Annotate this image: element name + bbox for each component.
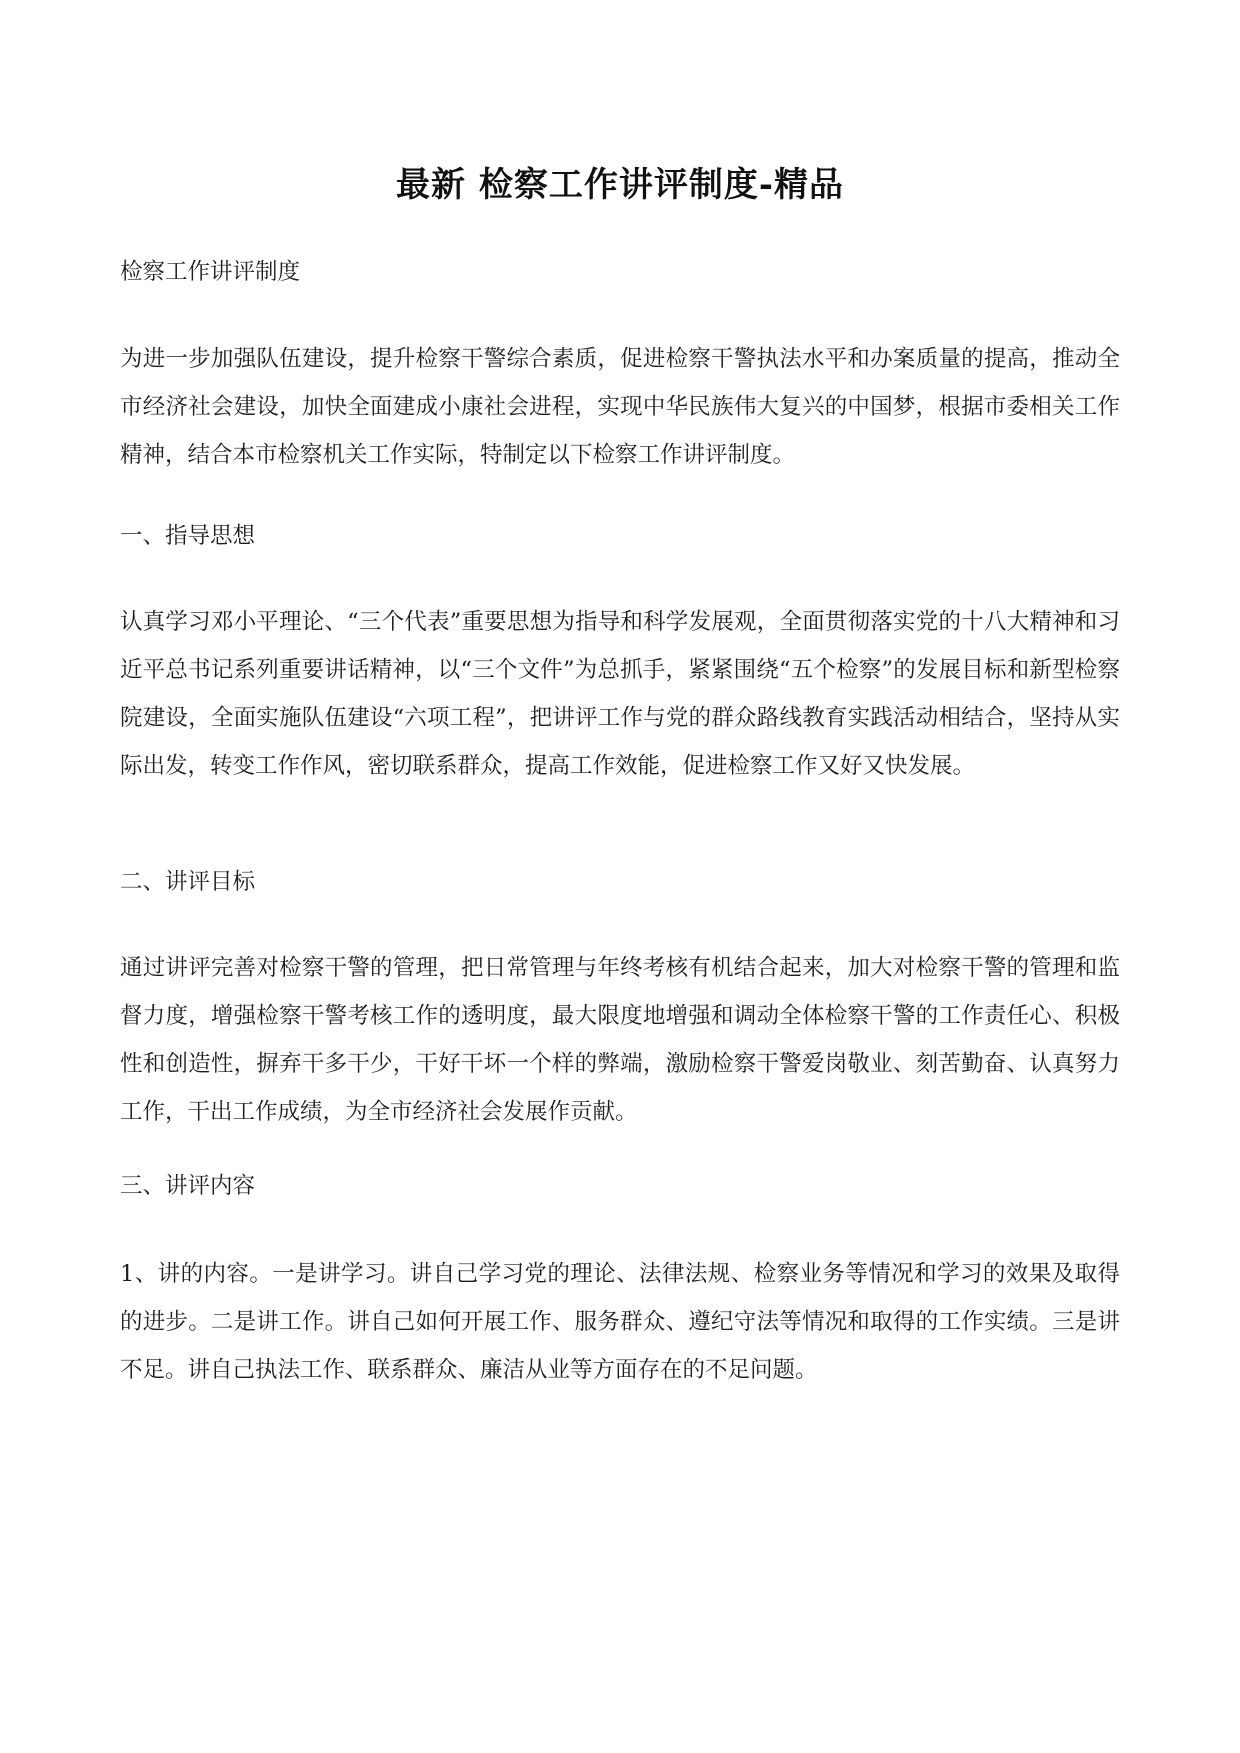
section-heading-guiding-ideology: 一、指导思想 [120,523,256,549]
section-heading-review-content: 三、讲评内容 [120,1173,256,1199]
intro-paragraph: 为进一步加强队伍建设，提升检察干警综合素质，促进检察干警执法水平和办案质量的提高，推动全市经济社会建设，加快全面建成小康社会进程，实现中华民族伟大复兴的中国梦，根据市委相关工作精神，结合本市检察机关工作实际，特制定以下检察工作讲评制度。 [120,346,1120,468]
section-body-guiding-ideology: 认真学习邓小平理论、“三个代表”重要思想为指导和科学发展观，全面贯彻落实党的十八大精神和习近平总书记系列重要讲话精神，以“三个文件”为总抓手，紧紧围绕“五个检察”的发展目标和新型检察院建设，全面实施队伍建设“六项工程”，把讲评工作与党的群众路线教育实践活动相结合，坚持从实际出发，转变工作作风，密切联系群众，提高工作效能，促进检察工作又好又快发展。 [120,609,1120,779]
document-title: 最新 检察工作讲评制度-精品 [396,165,844,205]
section-heading-review-goals: 二、讲评目标 [120,869,256,895]
section-body-review-content: 1、讲的内容。一是讲学习。讲自己学习党的理论、法律法规、检察业务等情况和学习的效果及取得的进步。二是讲工作。讲自己如何开展工作、服务群众、遵纪守法等情况和取得的工作实绩。三是讲不足。讲自己执法工作、联系群众、廉洁从业等方面存在的不足问题。 [120,1261,1120,1383]
document-subtitle: 检察工作讲评制度 [120,259,301,285]
section-body-review-goals: 通过讲评完善对检察干警的管理，把日常管理与年终考核有机结合起来，加大对检察干警的管理和监督力度，增强检察干警考核工作的透明度，最大限度地增强和调动全体检察干警的工作责任心、积极性和创造性，摒弃干多干少，干好干坏一个样的弊端，激励检察干警爱岗敬业、刻苦勤奋、认真努力工作，干出工作成绩，为全市经济社会发展作贡献。 [120,955,1120,1125]
